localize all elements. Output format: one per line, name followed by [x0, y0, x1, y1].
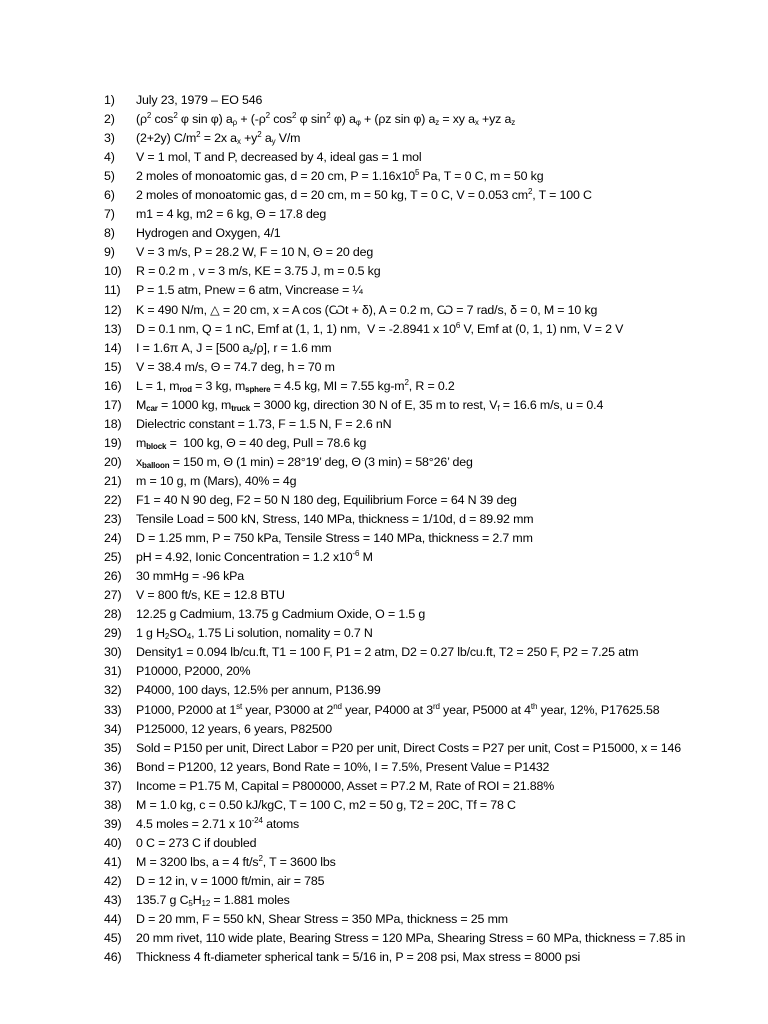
item-text: 4.5 moles = 2.71 x $10^{-24}$ atoms: [136, 815, 300, 831]
item-number: 1): [104, 93, 115, 107]
answer-item: [104, 110, 724, 129]
item-text: $m_{block} = 100$ kg, Θ = 40 deg, Pull = 78.6 kg: [136, 435, 367, 451]
answer-item: [104, 758, 724, 777]
answer-item: [104, 148, 724, 167]
answer-item: [104, 720, 724, 739]
answer-item: [104, 186, 724, 205]
item-text: V = 38.4 m/s, Θ = 74.7 deg, h = 70 m: [136, 359, 335, 374]
item-number: 33): [104, 702, 122, 717]
item-text: pH = 4.92, Ionic Concentration = 1.2 $x10^{-6}$ M: [136, 549, 373, 565]
answer-item: [104, 301, 724, 320]
item-number: 42): [104, 873, 122, 888]
answer-list: [104, 91, 724, 967]
answer-item: [104, 453, 724, 472]
item-number: 25): [104, 550, 122, 565]
item-text: Dielectric constant = 1.73, F = 1.5 N, F = 2.6 nN: [136, 416, 392, 431]
item-text: D = 20 mm, F = 550 kN, Shear Stress = 350 MPa, thickness = 25 mm: [136, 912, 508, 927]
item-number: 17): [104, 397, 122, 412]
item-text: L = 1, $m_{rod} = 3$ kg, $m_{sphere} = 4.5$ kg, MI = 7.55 $kg-m^2$, R = 0.2: [136, 377, 455, 394]
item-text: 12.25 g Cadmium, 13.75 g Cadmium Oxide, O = 1.5 g: [136, 607, 426, 622]
item-text: $M_{car} = 1000$ kg, $m_{truck} = 3000$ kg, direction 30 N of E, 35 m to rest, $V_f = 16.6$ m/s, u = 0.4: [136, 397, 604, 413]
answer-item: [104, 777, 724, 796]
answer-item: [104, 129, 724, 148]
item-number: 44): [104, 912, 122, 927]
answer-item: [104, 624, 724, 643]
item-number: 14): [104, 340, 122, 355]
item-number: 38): [104, 797, 122, 812]
answer-item: [104, 91, 724, 110]
item-number: 8): [104, 226, 115, 241]
item-number: 26): [104, 569, 122, 584]
item-number: 12): [104, 302, 122, 317]
answer-item: [104, 853, 724, 872]
item-number: 32): [104, 683, 122, 698]
answer-item: [104, 910, 724, 929]
answer-item: [104, 872, 724, 891]
answer-item: [104, 948, 724, 967]
answer-item: [104, 586, 724, 605]
item-text: Hydrogen and Oxygen, 4/1: [136, 226, 281, 241]
item-text: Income = P1.75 M, Capital = P800000, Asset = P7.2 M, Rate of ROI = 21.88%: [136, 778, 555, 793]
item-text: 135.7 g $C_5H_{12} = 1.881$ moles: [136, 892, 290, 908]
item-text: 30 mmHg = -96 kPa: [136, 569, 244, 584]
item-text: R = 0.2 m , v = 3 m/s, KE = 3.75 J, m = 0.5 kg: [136, 264, 381, 279]
item-text: F1 = 40 N 90 deg, F2 = 50 N 180 deg, Equilibrium Force = 64 N 39 deg: [136, 492, 517, 507]
answer-item: [104, 205, 724, 224]
item-number: 7): [104, 207, 115, 222]
item-text: D = 0.1 nm, Q = 1 nC, Emf at (1, 1, 1) nm, V = -2.8941 x $10^6$ V, Emf at (0, 1, 1) nm, V = 2 V: [136, 320, 624, 336]
item-number: 30): [104, 645, 122, 660]
item-number: 43): [104, 892, 122, 907]
item-number: 20): [104, 454, 122, 469]
item-number: 34): [104, 721, 122, 736]
item-text: P10000, P2000, 20%: [136, 664, 251, 679]
item-number: 41): [104, 854, 122, 869]
answer-item: [104, 339, 724, 358]
item-number: 31): [104, 664, 122, 679]
answer-item: [104, 605, 724, 624]
answer-item: [104, 262, 724, 281]
item-text: V = 800 ft/s, KE = 12.8 BTU: [136, 588, 285, 603]
item-text: 0 C = 273 C if doubled: [136, 835, 257, 850]
answer-item: [104, 472, 724, 491]
item-number: 13): [104, 321, 122, 336]
item-number: 27): [104, 588, 122, 603]
answer-item: [104, 281, 724, 300]
item-text: Sold = P150 per unit, Direct Labor = P20 per unit, Direct Costs = P27 per unit, Cost = P15000, x = 146: [136, 740, 682, 755]
item-number: 36): [104, 759, 122, 774]
answer-item: [104, 681, 724, 700]
item-number: 6): [104, 188, 115, 203]
answer-item: [104, 567, 724, 586]
item-number: 23): [104, 512, 122, 527]
answer-item: [104, 529, 724, 548]
item-number: 2): [104, 112, 115, 127]
answer-item: [104, 491, 724, 510]
item-text: July 23, 1979 – EO 546: [136, 93, 263, 107]
item-text: (2+2y) $C/m^2 = 2x$ $a_x +y^2$ $a_y$ V/m: [136, 130, 301, 147]
answer-item: [104, 796, 724, 815]
item-number: 40): [104, 835, 122, 850]
item-number: 45): [104, 931, 122, 946]
item-text: P125000, 12 years, 6 years, P82500: [136, 721, 333, 736]
answer-item: [104, 377, 724, 396]
item-number: 15): [104, 359, 122, 374]
item-text: M = 1.0 kg, c = 0.50 kJ/kgC, T = 100 C, m2 = 50 g, T2 = 20C, Tf = 78 C: [136, 797, 516, 812]
item-number: 37): [104, 778, 122, 793]
item-number: 16): [104, 378, 122, 393]
answer-item: [104, 167, 724, 186]
answer-item: [104, 701, 724, 720]
item-text: K = 490 N/m, △ = 20 cm, x = A cos (Ѡt + δ), A = 0.2 m, Ѡ = 7 rad/s, δ = 0, M = 10 kg: [136, 302, 598, 317]
item-text: 2 moles of monoatomic gas, d = 20 cm, $P = 1.16x10^5$ Pa, T = 0 C, m = 50 kg: [136, 168, 544, 184]
answer-item: [104, 510, 724, 529]
answer-item: [104, 224, 724, 243]
item-text: 2 moles of monoatomic gas, d = 20 cm, m = 50 kg, T = 0 C, V = 0.053 $cm^2$, T = 100 C: [136, 187, 592, 203]
item-text: D = 12 in, v = 1000 ft/min, air = 785: [136, 873, 325, 888]
answer-item: [104, 548, 724, 567]
item-text: V = 3 m/s, P = 28.2 W, F = 10 N, Θ = 20 deg: [136, 245, 374, 260]
answer-item: [104, 739, 724, 758]
item-text: Bond = P1200, 12 years, Bond Rate = 10%, I = 7.5%, Present Value = P1432: [136, 759, 550, 774]
item-text: Density1 = 0.094 lb/cu.ft, T1 = 100 F, P1 = 2 atm, D2 = 0.27 lb/cu.ft, T2 = 250 F, P2 = 7.25 atm: [136, 645, 639, 660]
answer-item: [104, 891, 724, 910]
item-text: Thickness 4 ft-diameter spherical tank = 5/16 in, P = 208 psi, Max stress = 8000 psi: [136, 950, 581, 965]
item-text: V = 1 mol, T and P, decreased by 4, ideal gas = 1 mol: [136, 150, 422, 165]
item-text: Tensile Load = 500 kN, Stress, 140 MPa, thickness = 1/10d, d = 89.92 mm: [136, 512, 534, 527]
item-text: 20 mm rivet, 110 wide plate, Bearing Stress = 120 MPa, Shearing Stress = 60 MPa, thickness = 7.85 in: [136, 931, 686, 946]
item-number: 10): [104, 264, 122, 279]
item-text: D = 1.25 mm, P = 750 kPa, Tensile Stress = 140 MPa, thickness = 2.7 mm: [136, 531, 533, 546]
item-number: 11): [104, 283, 121, 298]
item-number: 29): [104, 626, 122, 641]
item-number: 4): [104, 150, 115, 165]
answer-item: [104, 643, 724, 662]
item-number: 19): [104, 435, 122, 450]
item-text: ($\rho^2$ $\cos^2 \varphi$ sin φ) $a_\rho + (-\rho^2$ $\cos^2 \varphi$ $\sin^2 \varphi$) $a_\varphi + (\rho z$ sin φ) $a_z$ = xy $a_x +yz$ $a_z$: [136, 111, 516, 128]
item-number: 35): [104, 740, 122, 755]
answer-item: [104, 320, 724, 339]
answer-item: [104, 815, 724, 834]
item-text: P1000, P2000 at 1st year, P3000 at 2nd year, P4000 at 3rd year, P5000 at 4th year, 12%, P17625.58: [136, 701, 660, 717]
item-text: I = 1.6π A, J = [500 $a_z/\rho$], r = 1.6 mm: [136, 340, 332, 356]
item-text: P4000, 100 days, 12.5% per annum, P136.99: [136, 683, 381, 698]
answer-item: [104, 396, 724, 415]
item-text: P = 1.5 atm, Pnew = 6 atm, Vincrease = ¼: [136, 283, 363, 298]
item-number: 24): [104, 531, 122, 546]
item-text: m1 = 4 kg, m2 = 6 kg, Θ = 17.8 deg: [136, 207, 327, 222]
answer-item: [104, 434, 724, 453]
item-number: 5): [104, 169, 115, 184]
item-text: M = 3200 lbs, a = 4 $ft/s^2$, T = 3600 lbs: [136, 853, 336, 869]
item-number: 28): [104, 607, 122, 622]
answer-item: [104, 243, 724, 262]
item-number: 9): [104, 245, 115, 260]
item-number: 21): [104, 473, 122, 488]
item-text: 1 g $H_2SO_4$, 1.75 Li solution, nomality = 0.7 N: [136, 626, 373, 642]
item-number: 3): [104, 131, 115, 146]
answer-item: [104, 834, 724, 853]
answer-item: [104, 415, 724, 434]
item-number: 22): [104, 492, 122, 507]
answer-item: [104, 929, 724, 948]
item-number: 39): [104, 816, 122, 831]
item-number: 46): [104, 950, 122, 965]
item-number: 18): [104, 416, 122, 431]
answer-item: [104, 358, 724, 377]
item-text: m = 10 g, m (Mars), 40% = 4g: [136, 473, 297, 488]
answer-item: [104, 662, 724, 681]
item-text: $x_{balloon} = 150$ m, Θ (1 min) = 28°19’ deg, Θ (3 min) = 58°26’ deg: [136, 454, 473, 470]
